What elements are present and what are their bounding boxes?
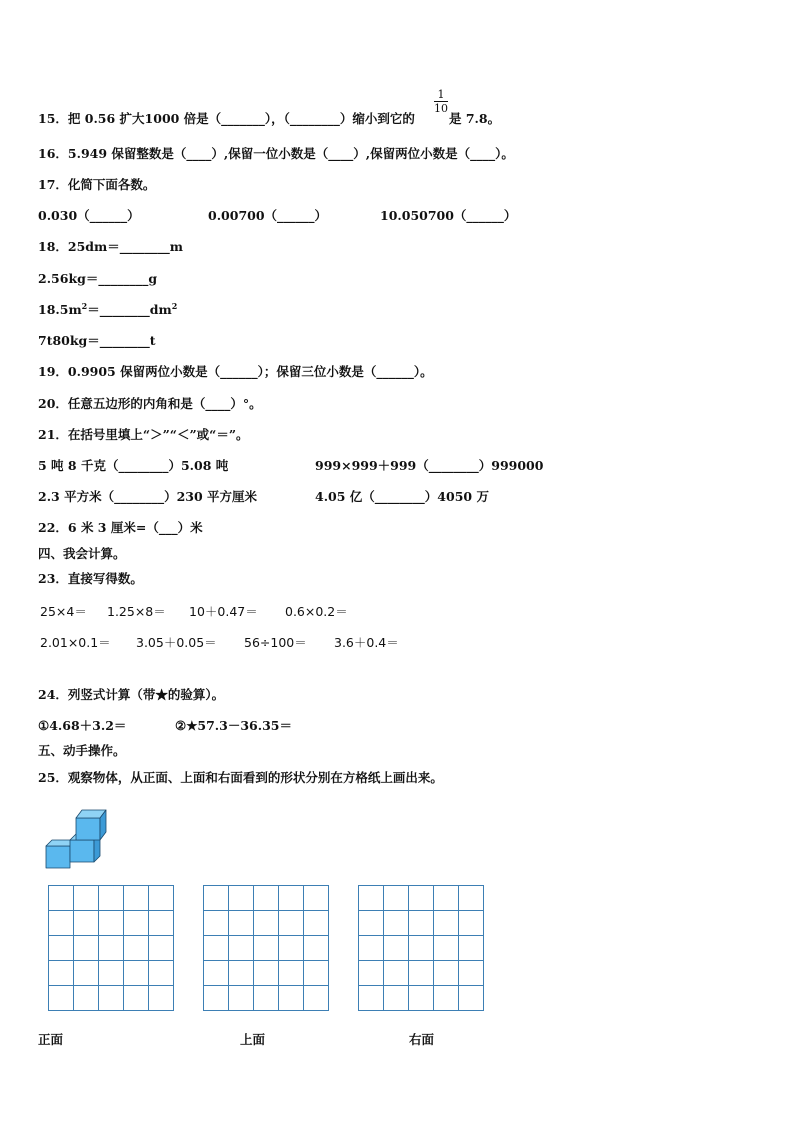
section-4-heading: 四、我会计算。 xyxy=(38,546,126,561)
question-24: 24．列竖式计算（带★的验算）。 xyxy=(38,687,225,702)
calc-item: 3.05＋0.05＝ xyxy=(136,635,217,650)
cube-front-face xyxy=(46,846,70,868)
question-22: 22．6 米 3 厘米=（___）米 xyxy=(38,520,203,535)
calc-item: 2.01×0.1＝ xyxy=(40,635,111,650)
label-front-view: 正面 xyxy=(38,1032,64,1047)
q18-item-c xyxy=(38,302,177,318)
fraction-one-tenth xyxy=(434,88,448,115)
label-top-view: 上面 xyxy=(240,1032,266,1047)
calc-item: 10＋0.47＝ xyxy=(189,604,258,619)
q18-c-sup2: 2 xyxy=(171,300,178,311)
q21-item-d: 4.05 亿（________）4050 万 xyxy=(315,489,489,504)
cube-front-face xyxy=(76,818,100,840)
q18-item-d: 7t80kg＝________t xyxy=(38,333,156,348)
q18-item-b: 2.56kg＝________g xyxy=(38,271,158,286)
fraction-numerator: 1 xyxy=(434,88,448,102)
q21-item-b: 999×999＋999（________）999000 xyxy=(315,458,544,473)
question-18: 18．25dm＝________m xyxy=(38,239,183,254)
question-17: 17．化简下面各数。 xyxy=(38,177,156,192)
question-21: 21．在括号里填上“＞”“＜”或“＝”。 xyxy=(38,427,249,442)
q17-item-a: 0.030（______） xyxy=(38,208,140,223)
q15-end: 是 7.8。 xyxy=(449,111,501,126)
section-5-heading: 五、动手操作。 xyxy=(38,743,126,758)
calc-item: 1.25×8＝ xyxy=(107,604,166,619)
q24-item-b: ②★57.3－36.35＝ xyxy=(175,718,292,733)
calc-item: 0.6×0.2＝ xyxy=(285,604,348,619)
question-20: 20．任意五边形的内角和是（____）°。 xyxy=(38,396,262,411)
cube-front-face xyxy=(70,840,94,862)
question-25: 25．观察物体，从正面、上面和右面看到的形状分别在方格纸上画出来。 xyxy=(38,770,443,785)
calc-item: 25×4＝ xyxy=(40,604,87,619)
q17-item-c: 10.050700（______） xyxy=(380,208,517,223)
grid-top-view[interactable] xyxy=(203,885,330,1012)
q18-c-mid: ＝________dm xyxy=(87,302,172,317)
label-right-view: 右面 xyxy=(409,1032,435,1047)
grid-front-view[interactable] xyxy=(48,885,175,1012)
q21-item-c: 2.3 平方米（________）230 平方厘米 xyxy=(38,489,258,504)
question-23: 23．直接写得数。 xyxy=(38,571,143,586)
cube-figure xyxy=(44,806,108,870)
fraction-denominator: 10 xyxy=(434,102,448,115)
q21-item-a: 5 吨 8 千克（________）5.08 吨 xyxy=(38,458,229,473)
question-19: 19．0.9905 保留两位小数是（______）；保留三位小数是（______）。 xyxy=(38,364,433,379)
grid-right-view[interactable] xyxy=(358,885,485,1012)
q17-item-b: 0.00700（______） xyxy=(208,208,328,223)
calc-item: 56÷100＝ xyxy=(244,635,307,650)
question-16: 16．5.949 保留整数是（____）,保留一位小数是（____）,保留两位小数是（____）。 xyxy=(38,146,514,161)
q15-text: 15．把 0.56 扩大1000 倍是（_______），（________）缩小到它的 xyxy=(38,111,415,126)
q18-c-sup: 2 xyxy=(81,300,88,311)
q24-item-a: ①4.68＋3.2＝ xyxy=(38,718,127,733)
question-15 xyxy=(38,111,415,127)
calc-item: 3.6＋0.4＝ xyxy=(334,635,399,650)
q18-c-pre: 18.5m xyxy=(38,302,82,317)
